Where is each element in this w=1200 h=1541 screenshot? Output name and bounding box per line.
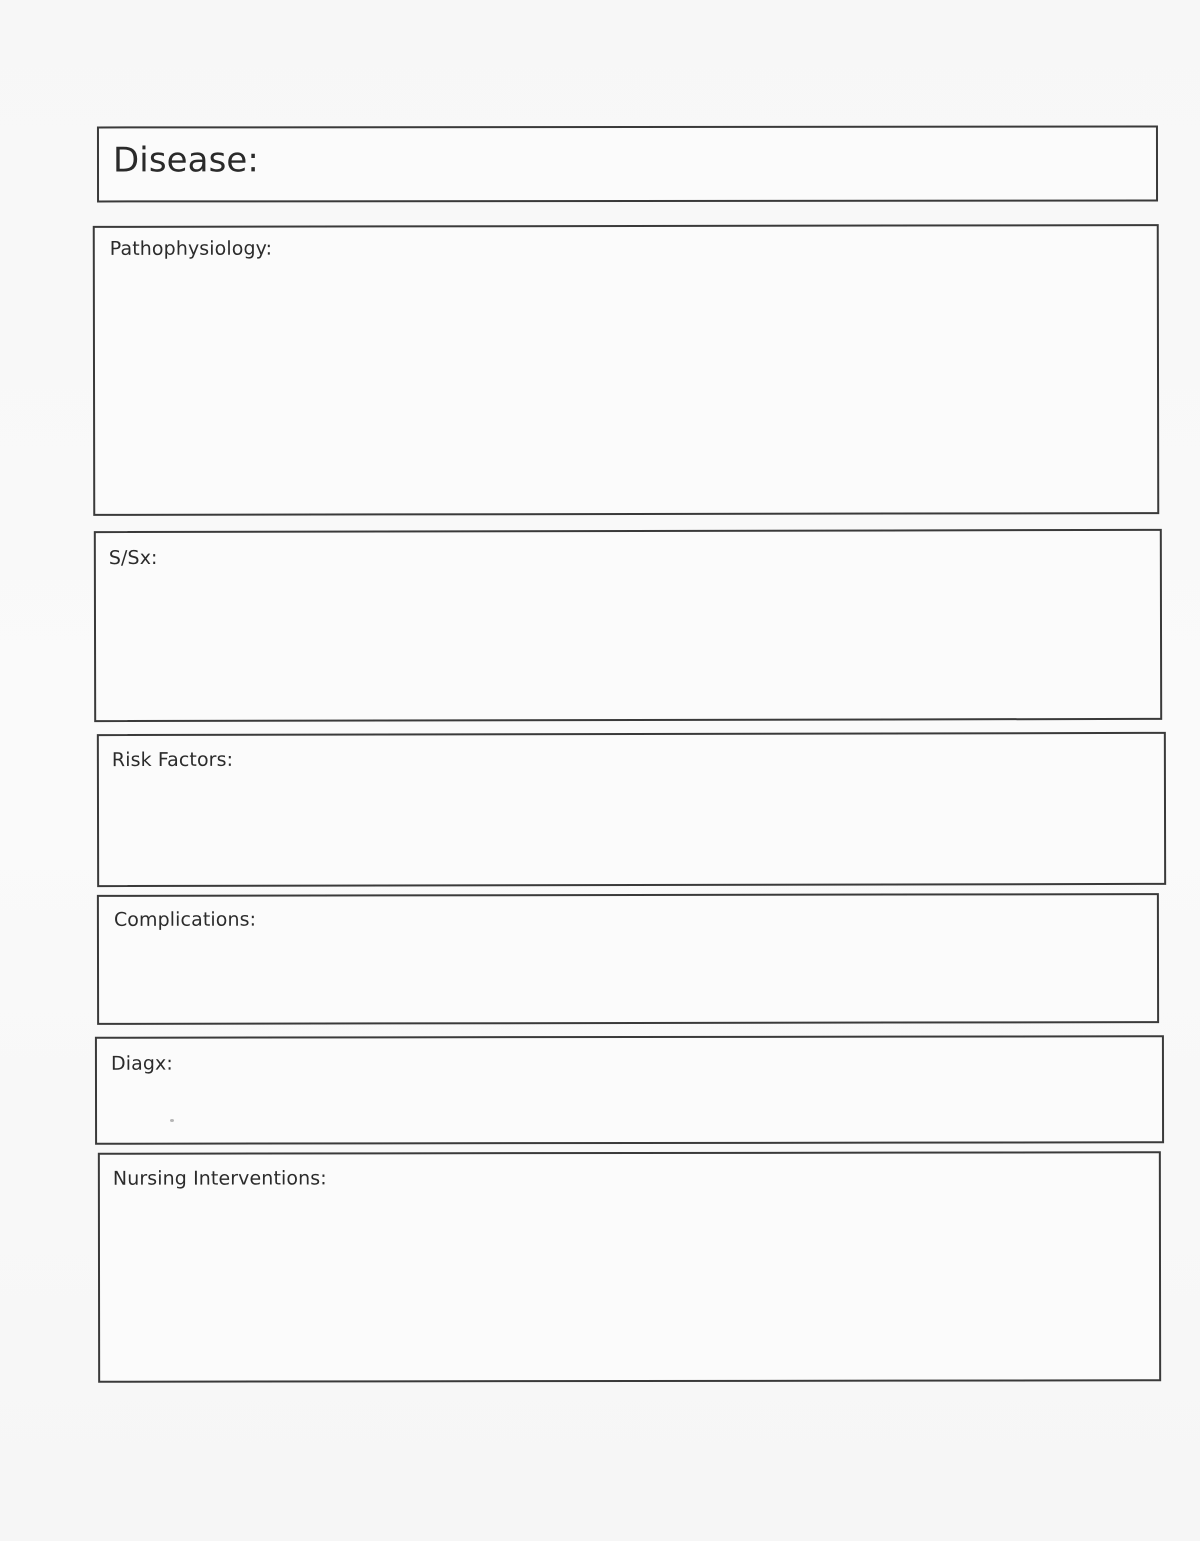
signs-symptoms-section[interactable] bbox=[94, 529, 1162, 722]
pathophysiology-label: Pathophysiology: bbox=[109, 237, 273, 260]
risk-factors-label: Risk Factors: bbox=[111, 748, 234, 772]
nursing-interventions-section[interactable] bbox=[98, 1151, 1161, 1382]
complications-section[interactable] bbox=[97, 893, 1159, 1025]
nursing-interventions-label: Nursing Interventions: bbox=[112, 1167, 327, 1190]
disease-field[interactable] bbox=[97, 126, 1158, 203]
disease-label: Disease: bbox=[112, 140, 259, 181]
pathophysiology-section[interactable] bbox=[93, 224, 1160, 516]
diagnostics-section[interactable] bbox=[95, 1035, 1164, 1144]
complications-label: Complications: bbox=[113, 908, 257, 931]
scan-speck bbox=[170, 1119, 174, 1122]
risk-factors-section[interactable] bbox=[97, 732, 1166, 887]
diagnostics-label: Diagx: bbox=[110, 1052, 173, 1075]
signs-symptoms-label: S/Sx: bbox=[108, 546, 158, 570]
